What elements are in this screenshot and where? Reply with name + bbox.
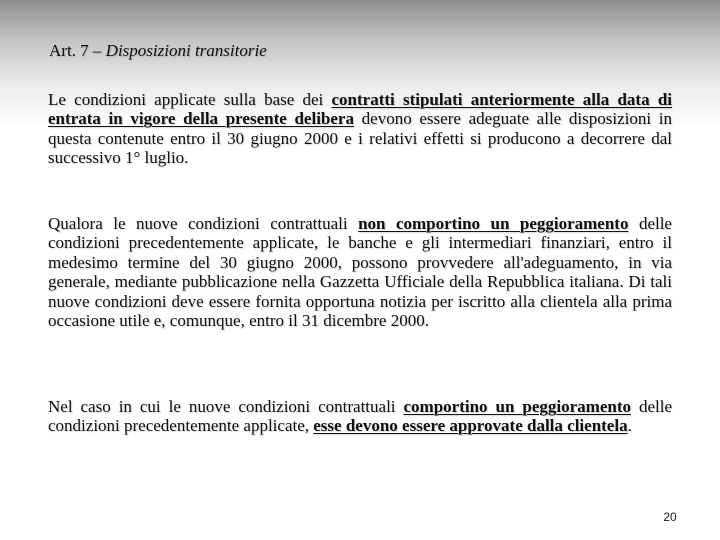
paragraph2-text-start: Qualora le nuove condizioni contrattuali <box>48 214 359 233</box>
paragraph3-text-start: Nel caso in cui le nuove condizioni contrattuali <box>48 397 404 416</box>
paragraph-existing-contracts <box>48 90 672 168</box>
paragraph3-text-middle: delle condizioni precedentemente applicate, <box>48 397 673 436</box>
paragraph3-underlined-phrase-1: comportino un peggioramento <box>403 397 631 416</box>
article-heading <box>49 41 267 61</box>
paragraph-no-worsening <box>48 214 672 330</box>
page-number: 20 <box>663 510 677 524</box>
paragraph1-text-start: Le condizioni applicate sulla base dei <box>48 90 332 109</box>
paragraph1-text-end: devono essere adeguate alle disposizioni in questa contenute entro il 30 giugno 2000 e i relativi effetti si producono a decorrere dal successivo 1° luglio. <box>48 109 672 168</box>
paragraph3-text-end: . <box>627 416 632 436</box>
paragraph2-underlined-phrase: non comportino un peggioramento <box>358 214 629 233</box>
paragraph3-underlined-phrase-2: esse devono essere approvate dalla clientela <box>313 416 628 436</box>
paragraph1-underlined-phrase: contratti stipulati anteriormente alla data di entrata in vigore della presente delibera <box>48 90 672 129</box>
paragraph-worsening <box>48 397 672 436</box>
article-subtitle: Disposizioni transitorie <box>105 41 267 60</box>
paragraph2-text-end: delle condizioni precedentemente applicate, le banche e gli intermediari finanziari, entro il medesimo termine del 30 giugno 2000, possono provvedere all'adeguamento, in via generale, mediante pubblicazione nella Gazzetta Ufficiale della Repubblica italiana. Di tali nuove condizioni deve essere fornita opportuna notizia per iscritto alla clientela alla prima occasione utile e, comunque, entro il 31 dicembre 2000. <box>48 214 672 331</box>
article-number: Art. 7 – <box>49 41 102 60</box>
